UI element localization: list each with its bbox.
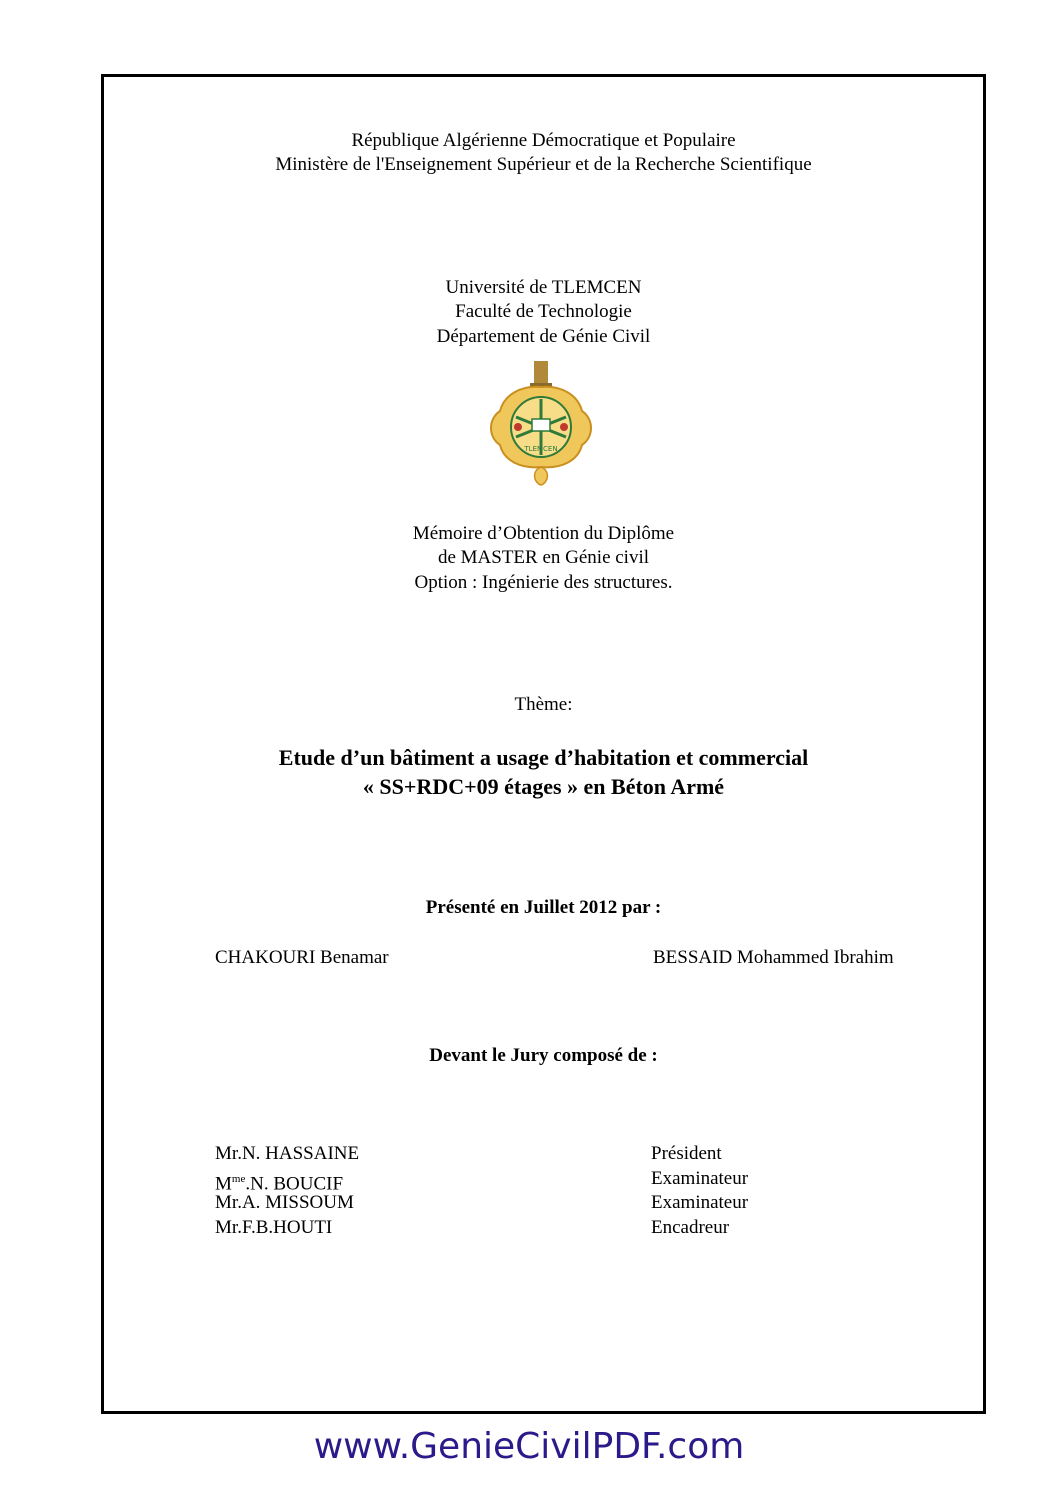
jury-member-name: Mr.A. MISSOUM bbox=[215, 1192, 354, 1213]
memoire-line2: de MASTER en Génie civil bbox=[437, 547, 650, 568]
jury-member-name: $M^{me}.N$. BOUCIF bbox=[215, 1173, 344, 1195]
theme-label: Thème: bbox=[514, 694, 573, 715]
header-ministry: Ministère de l'Enseignement Supérieur et de la Recherche Scientifique bbox=[275, 154, 812, 175]
university-logo bbox=[486, 359, 596, 489]
footer-website-link[interactable]: www.GenieCivilPDF.com bbox=[313, 1426, 745, 1467]
department-name: Département de Génie Civil bbox=[436, 326, 651, 347]
thesis-title-line2: « SS+RDC+09 étages » en Béton Armé bbox=[362, 774, 725, 799]
page-frame bbox=[101, 74, 986, 1414]
faculty-name: Faculté de Technologie bbox=[455, 301, 632, 322]
jury-member-name: Mr.N. HASSAINE bbox=[215, 1143, 360, 1164]
jury-label: Devant le Jury composé de : bbox=[429, 1045, 658, 1066]
header-republic: République Algérienne Démocratique et Populaire bbox=[351, 130, 736, 151]
presented-label: Présenté en Juillet 2012 par : bbox=[425, 897, 662, 918]
author-1: CHAKOURI Benamar bbox=[215, 947, 389, 968]
jury-member-role: Encadreur bbox=[651, 1217, 730, 1238]
author-2: BESSAID Mohammed Ibrahim bbox=[653, 947, 894, 968]
memoire-option: Option : Ingénierie des structures. bbox=[414, 572, 673, 593]
logo-text: TLEMCEN bbox=[524, 445, 558, 453]
university-name: Université de TLEMCEN bbox=[445, 277, 642, 298]
jury-member-role: Président bbox=[651, 1143, 722, 1164]
thesis-title-line1: Etude d’un bâtiment a usage d’habitation et commercial bbox=[278, 745, 809, 770]
memoire-line1: Mémoire d’Obtention du Diplôme bbox=[412, 523, 675, 544]
jury-member-name: Mr.F.B.HOUTI bbox=[215, 1217, 333, 1238]
jury-member-role: Examinateur bbox=[651, 1168, 749, 1189]
jury-member-role: Examinateur bbox=[651, 1192, 749, 1213]
